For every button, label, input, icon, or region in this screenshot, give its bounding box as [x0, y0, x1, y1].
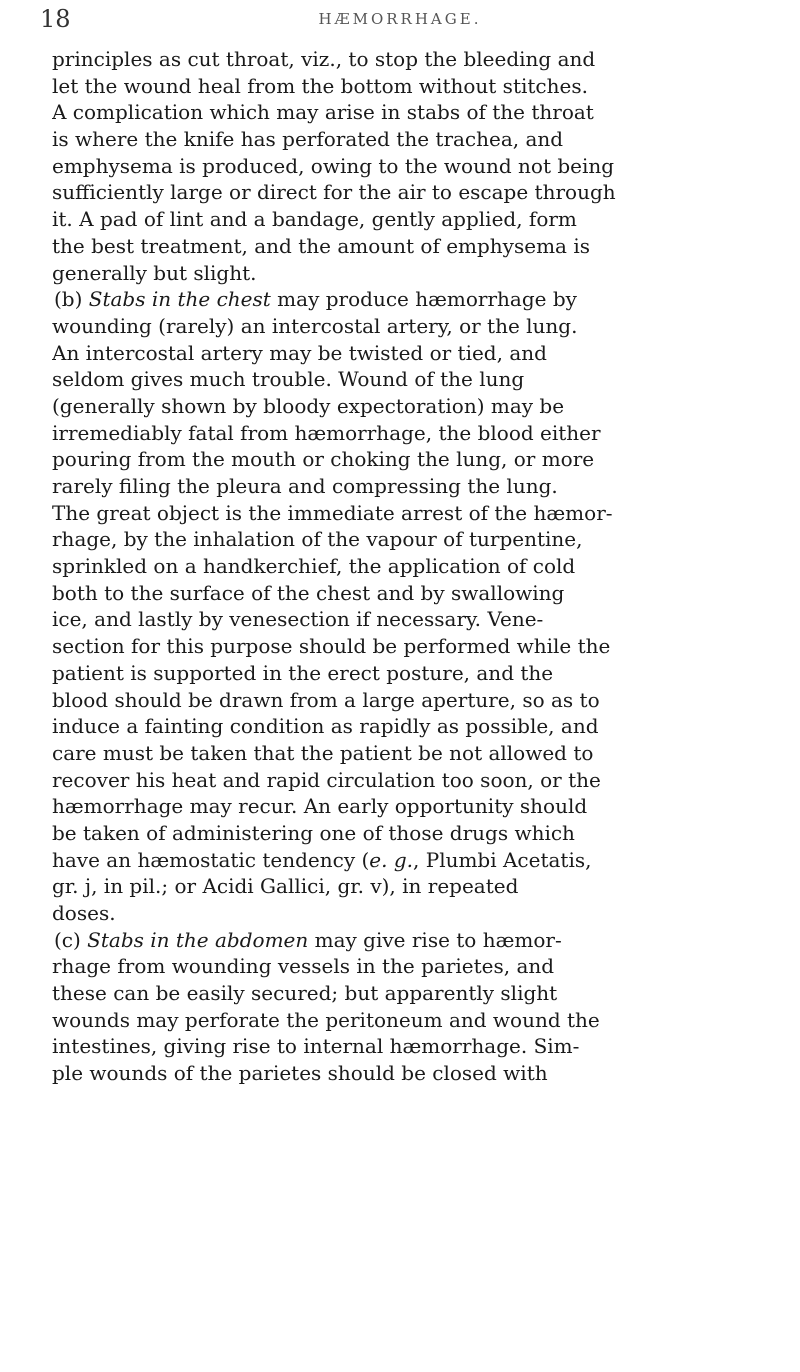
text-line: blood should be drawn from a large aperture, so as to: [52, 687, 600, 712]
text-line: generally but slight.: [52, 260, 257, 285]
text-line: recover his heat and rapid circulation too soon, or the: [52, 767, 601, 792]
text-line: sprinkled on a handkerchief, the application of cold: [52, 554, 576, 579]
text-line: ice, and lastly by venesection if necessary. Vene-: [52, 607, 544, 632]
text-line: (generally shown by bloody expectoration) may be: [52, 393, 565, 418]
text-line: both to the surface of the chest and by swallowing: [52, 580, 565, 605]
text-line: irremediably fatal from hæmorrhage, the blood either: [52, 420, 601, 445]
body-text: [52, 46, 772, 1087]
text-line: (b) Stabs in the chest may produce hæmorrhage by: [54, 287, 577, 312]
text-line: A complication which may arise in stabs of the throat: [52, 100, 594, 125]
text-line: doses.: [52, 901, 116, 925]
text-line: rhage, by the inhalation of the vapour of turpentine,: [52, 527, 583, 552]
text-line: induce a fainting condition as rapidly as possible, and: [52, 714, 599, 739]
text-line: gr. j, in pil.; or Acidi Gallici, gr. v), in repeated: [52, 874, 519, 899]
text-line: be taken of administering one of those drugs which: [52, 820, 575, 845]
text-line: The great object is the immediate arrest of the hæmor-: [52, 500, 613, 525]
text-line: hæmorrhage may recur. An early opportunity should: [52, 794, 588, 819]
text-line: principles as cut throat, viz., to stop the bleeding and: [52, 47, 596, 71]
text-line: section for this purpose should be performed while the: [52, 634, 611, 659]
running-head: HÆMORRHAGE.: [318, 10, 482, 28]
text-line: sufficiently large or direct for the air to escape through: [52, 180, 616, 205]
text-line: ple wounds of the parietes should be closed with: [52, 1061, 548, 1086]
text-line: intestines, giving rise to internal hæmorrhage. Sim-: [52, 1034, 580, 1059]
page-number: 18: [40, 5, 71, 33]
italic-phrase: e. g.: [369, 847, 414, 872]
text-line: rarely filing the pleura and compressing the lung.: [52, 474, 558, 498]
text-line: rhage from wounding vessels in the parietes, and: [52, 954, 555, 979]
italic-phrase: Stabs in the chest: [88, 287, 271, 312]
text-line: pouring from the mouth or choking the lung, or more: [52, 447, 595, 472]
italic-phrase: Stabs in the abdomen: [87, 927, 309, 952]
text-line: patient is supported in the erect posture, and the: [52, 660, 554, 685]
text-line: seldom gives much trouble. Wound of the lung: [52, 367, 525, 392]
text-line: let the wound heal from the bottom without stitches.: [52, 73, 588, 98]
text-line: wounding (rarely) an intercostal artery, or the lung.: [52, 313, 578, 338]
text-line: emphysema is produced, owing to the wound not being: [52, 153, 615, 178]
text-line: these can be easily secured; but apparently slight: [52, 981, 558, 1006]
text-line: An intercostal artery may be twisted or tied, and: [52, 340, 547, 365]
text-line: the best treatment, and the amount of emphysema is: [52, 233, 590, 258]
text-line: is where the knife has perforated the trachea, and: [52, 127, 564, 152]
text-line: (c) Stabs in the abdomen may give rise to hæmor-: [54, 927, 562, 952]
text-line: care must be taken that the patient be not allowed to: [52, 740, 594, 765]
text-line: it. A pad of lint and a bandage, gently applied, form: [52, 207, 577, 232]
text-line: wounds may perforate the peritoneum and wound the: [52, 1007, 600, 1032]
text-line: have an hæmostatic tendency (e. g., Plumbi Acetatis,: [52, 847, 592, 872]
